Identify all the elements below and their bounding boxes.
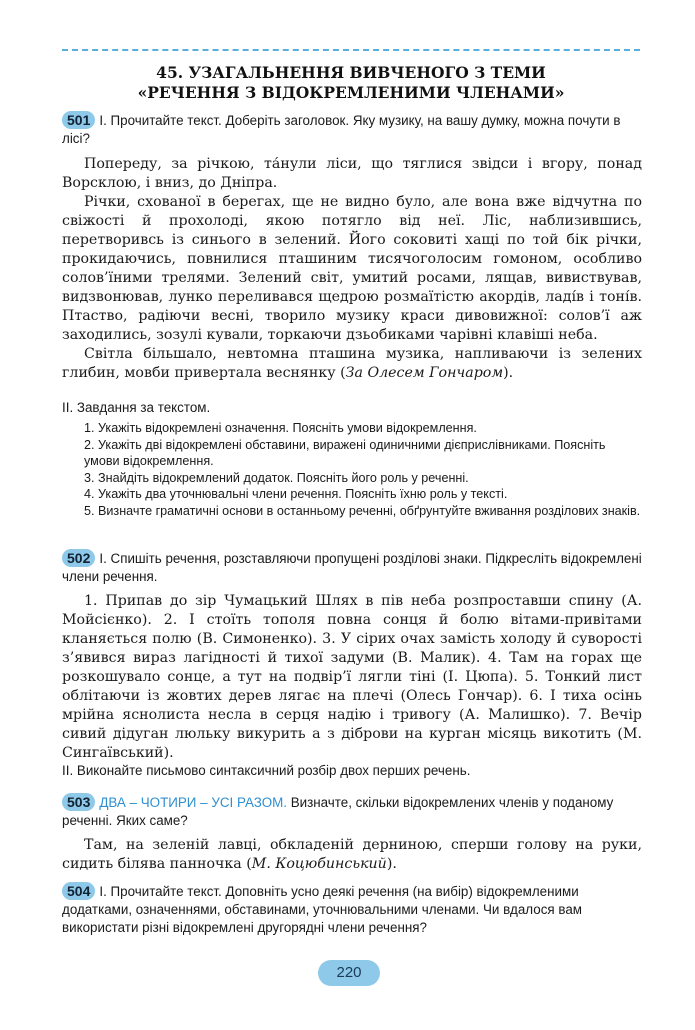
exercise-502-task (62, 549, 642, 586)
exercise-501-questions (62, 420, 642, 519)
exercise-503-instruction: Визначте, скільки відокремлених членів у поданому реченні. Яких саме? (62, 795, 614, 828)
page-number: 220 (318, 960, 380, 986)
sentence-end: ). (386, 856, 397, 872)
question-item: 5. Визначте граматичні основи в останньому реченні, обґрунтуйте вживання розділових знаків. (84, 503, 641, 518)
paragraph-3-text: Світла більшало, невтомна пташина музика, напливаючи із зелених глибин, мовби привертала веснянку ( (62, 346, 642, 381)
exercise-501-task (62, 111, 642, 148)
question-item: 2. Укажіть дві відокремлені обставини, виражені одиничними дієприслівниками. Поясніть умови відокремлення. (84, 437, 606, 468)
exercise-501-instruction: І. Прочитайте текст. Доберіть заголовок. Яку музику, на вашу думку, можна почути в лісі? (62, 113, 621, 146)
exercise-503-sentence (62, 836, 642, 874)
sentence-author: М. Коцюбинський (251, 856, 387, 872)
paragraph-1: Попереду, за річкою, та́нули ліси, що тяглися звідси і вгору, понад Ворсклою, і вниз, до Дніпра. (62, 156, 642, 191)
exercise-number-501: 501 (62, 111, 95, 129)
exercise-504-task (62, 882, 642, 937)
exercise-504-instruction: І. Прочитайте текст. Доповніть усно деякі речення (на вибір) відокремленими додатками, означеннями, обставинами, уточнювальними членами. Чи вдалося вам використати різні відокремлені другорядні члени речення? (62, 884, 582, 935)
exercise-502-text (62, 592, 642, 763)
exercise-502-part-2: ІІ. Виконайте письмово синтаксичний розбір двох перших речень. (62, 763, 471, 778)
paragraph-3-end: ). (503, 365, 514, 381)
exercise-number-503: 503 (62, 793, 95, 811)
section-heading (62, 63, 640, 103)
exercise-number-504: 504 (62, 882, 95, 900)
question-item: 4. Укажіть два уточнювальні члени речення. Поясніть їхню роль у тексті. (84, 487, 508, 501)
exercise-503-text (62, 836, 642, 874)
exercise-503-label: ДВА – ЧОТИРИ – УСІ РАЗОМ. (99, 795, 287, 810)
heading-line-2: «РЕЧЕННЯ З ВІДОКРЕМЛЕНИМИ ЧЛЕНАМИ» (137, 83, 565, 102)
top-dashed-rule (62, 49, 640, 51)
exercise-502-sentences: 1. Припав до зір Чумацький Шлях в пів неба розпроставши спину (А. Мойсієнко). 2. І стоїть тополя повна сонця й болю вітами-привітами кланяється полю (В. Симоненко). 3. У сірих очах замість холоду й суворості з’явився вираз лагідності й тихої задуми (В. Малик). 4. Там на горах ще розкошувало сонце, а тут на подвір’ї лягли тіні (І. Цюпа). 5. Тонкий лист облітаючи із жовтих дерев лягає на плечі (Олесь Гончар). 6. І тиха осінь мрійна яснолиста несла в серця надію і тривогу (А. Малишко). 7. Вечір сивий дідуган люльку викурить а з діброви на курган місяць викотить (М. Сингаївський). (62, 593, 642, 761)
exercise-503-task (62, 793, 642, 830)
exercise-number-502: 502 (62, 549, 95, 567)
heading-line-1: 45. УЗАГАЛЬНЕННЯ ВИВЧЕНОГО З ТЕМИ (156, 63, 546, 82)
paragraph-2: Річки, схованої в берегах, ще не видно було, але вона вже відчутна по свіжості й прохолоді, якою потягло від неї. Ліс, наблизившись, перетворивсь із синього в зелений. Його соковиті хащі по той бік річки, прокидаючись, повнилися пташиним тисячоголосим гомоном, особливо солов’їними трелями. Зелений світ, умитий росами, лящав, вивиствував, видзвонював, лунко переливався щедрою розмаїтістю акордів, ладі́в і тоні́в. Птаство, радіючи весні, творило музику краси дивовижної: солов’ї аж заходились, зозулі кували, торкаючи дзьобиками чарівні клавіші неба. (62, 194, 642, 343)
sentence-main: Там, на зеленій лавці, обкладеній дерниною, сперши голову на руки, сидить білява панночка ( (62, 837, 642, 872)
paragraph-3-author: За Олесем Гончаром (345, 365, 504, 381)
exercise-501-part-2: ІІ. Завдання за текстом. (62, 400, 211, 415)
question-item: 1. Укажіть відокремлені означення. Поясніть умови відокремлення. (84, 421, 477, 435)
exercise-502-instruction: І. Спишіть речення, розставляючи пропущені розділові знаки. Підкресліть відокремлені члени речення. (62, 551, 642, 584)
paragraph-3 (62, 345, 642, 383)
exercise-501-text (62, 155, 642, 383)
question-item: 3. Знайдіть відокремлений додаток. Поясніть його роль у реченні. (84, 470, 469, 485)
